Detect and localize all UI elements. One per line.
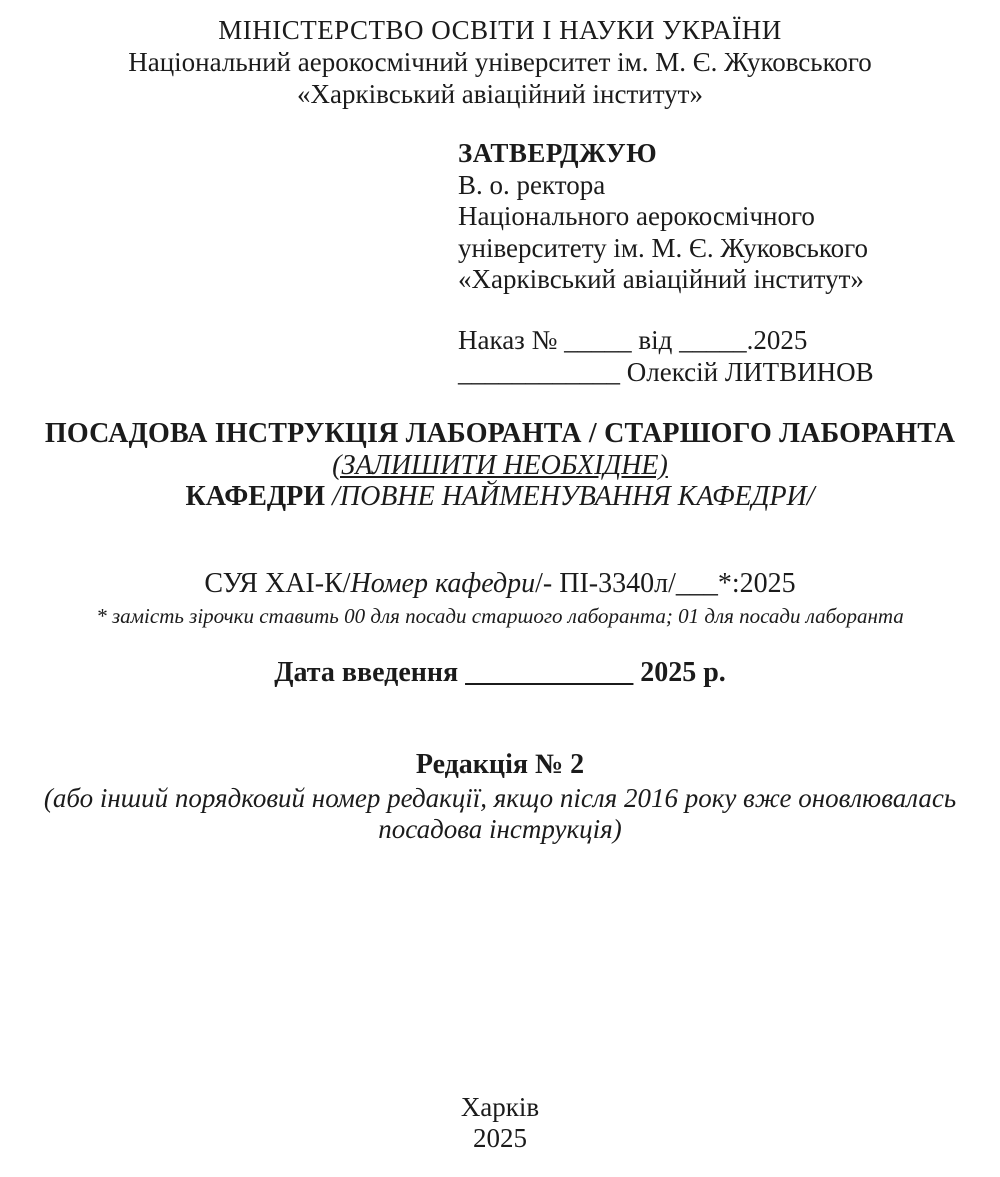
revision-note-line1: (або інший порядковий номер редакції, якщо після 2016 року вже оновлювалась — [43, 783, 957, 813]
title-keep-note: (ЗАЛИШИТИ НЕОБХІДНЕ) — [332, 449, 668, 481]
institute-line: «Харківський авіаційний інститут» — [297, 79, 703, 109]
approver-position: В. о. ректора — [458, 169, 606, 200]
department-placeholder: /ПОВНЕ НАЙМЕНУВАННЯ КАФЕДРИ/ — [332, 481, 815, 512]
intro-date-year: 2025 р. — [640, 657, 726, 688]
approve-label: ЗАТВЕРДЖУЮ — [458, 138, 658, 168]
order-line: Наказ № _____ від _____.2025 — [458, 325, 808, 355]
code-footnote: * замість зірочки ставить 00 для посади старшого лаборанта; 01 для посади лаборанта — [96, 604, 904, 628]
document-header — [0, 14, 1000, 110]
code-department-number: Номер кафедри — [350, 568, 536, 599]
document-code-block — [0, 568, 1000, 628]
intro-date-line — [0, 657, 1000, 689]
document-title — [0, 418, 1000, 513]
department-label: КАФЕДРИ — [185, 481, 326, 512]
intro-date-blank: ____________ — [465, 657, 634, 688]
code-suffix: /- ПІ-3340л/___*:2025 — [535, 568, 796, 599]
university-line: Національний аерокосмічний університет ім. М. Є. Жуковського — [128, 47, 872, 77]
signature-line — [458, 356, 874, 388]
ministry-line: МІНІСТЕРСТВО ОСВІТИ І НАУКИ УКРАЇНИ — [218, 15, 782, 45]
approver-org-line2: університету ім. М. Є. Жуковського — [458, 232, 869, 263]
signatory-name: Олексій ЛИТВИНОВ — [626, 357, 874, 387]
revision-number: Редакція № 2 — [415, 749, 585, 780]
approver-org-line1: Національного аерокосмічного — [458, 201, 815, 231]
code-prefix: СУЯ ХАІ-К/ — [204, 568, 351, 599]
approver-org-line3: «Харківський авіаційний інститут» — [458, 264, 864, 294]
approval-block — [458, 138, 868, 296]
document-footer — [0, 1092, 1000, 1154]
intro-date-label: Дата введення — [274, 657, 459, 688]
title-department-line — [0, 481, 1000, 513]
footer-city: Харків — [460, 1092, 540, 1122]
document-code-line — [0, 568, 1000, 599]
revision-note-line2: посадова інструкція) — [378, 814, 622, 844]
revision-block — [0, 749, 1000, 845]
footer-year: 2025 — [473, 1123, 527, 1153]
order-block — [458, 324, 874, 388]
signature-blank: ____________ — [458, 357, 620, 387]
title-main: ПОСАДОВА ІНСТРУКЦІЯ ЛАБОРАНТА / СТАРШОГО ЛАБОРАНТА — [44, 418, 956, 449]
